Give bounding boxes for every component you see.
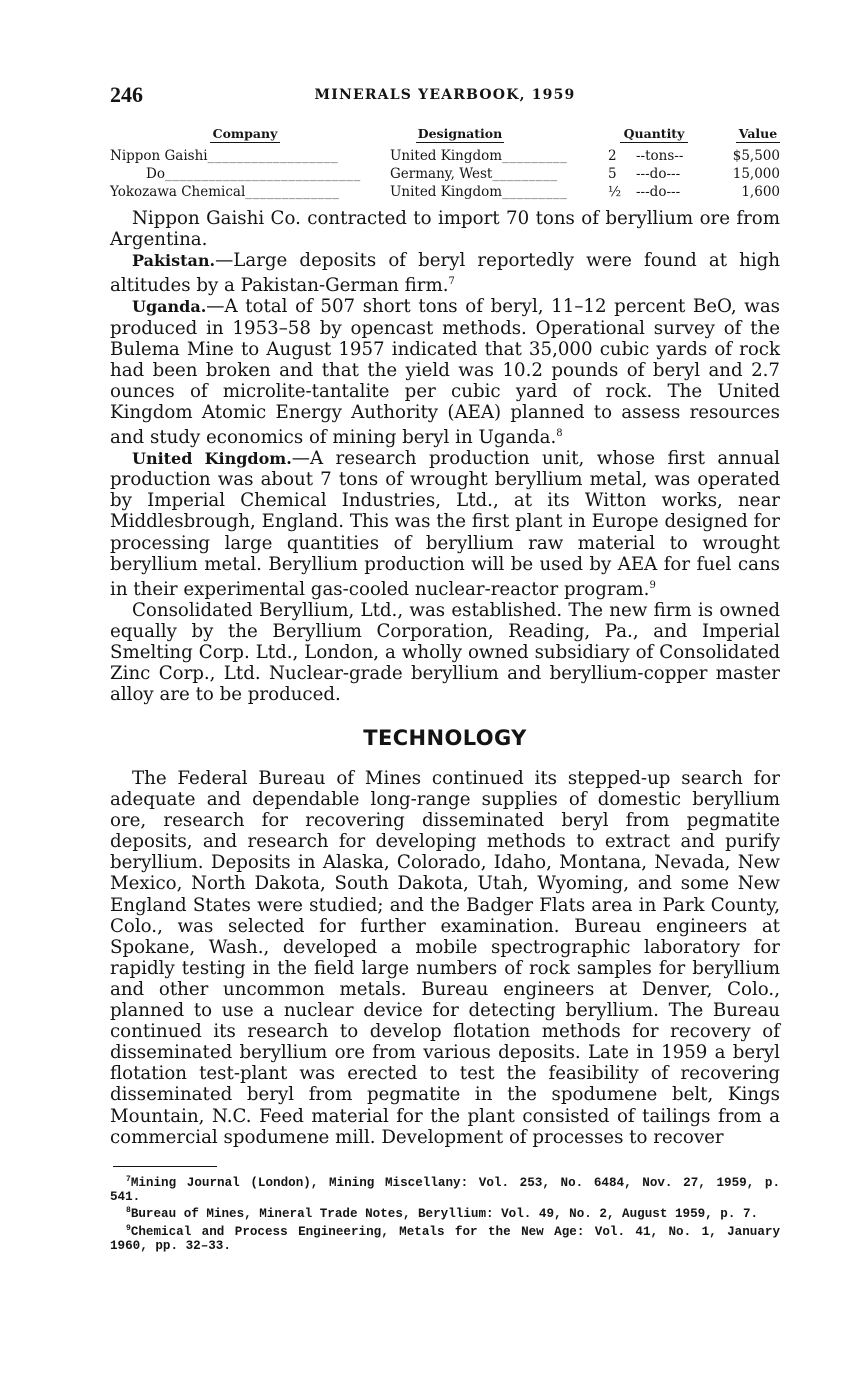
footnote-rule xyxy=(113,1166,217,1167)
column-header-value: Value xyxy=(736,126,780,143)
column-header-quantity: Quantity xyxy=(620,126,688,143)
run-in-heading: Pakistan. xyxy=(132,251,216,271)
value-cell: $5,500 xyxy=(732,148,780,164)
quantity-cell: 5 xyxy=(608,166,617,182)
designation-cell: Germany, West_________ xyxy=(390,166,558,182)
paragraph-text: —A total of 507 short tons of beryl, 11–12 percent BeO, was produced in 1953–58 by opencast methods. Operational survey of the Bulema Mine to August 1957 indicated that 35,000 cubic yards of rock had been broken and that the yield was 10.2 pounds of beryl and 2.7 ounces of microlite-tantalite per cubic yard of rock. The United Kingdom Atomic Energy Authority (AEA) planned to assess resources and study economics of mining beryl in Uganda. xyxy=(110,296,780,449)
running-head: MINERALS YEARBOOK, 1959 xyxy=(314,87,576,103)
paragraph-pakistan xyxy=(110,250,780,296)
table-row xyxy=(110,148,780,165)
footnote-text: Bureau of Mines, Mineral Trade Notes, Beryllium: Vol. 49, No. 2, August 1959, p. 7. xyxy=(130,1207,759,1222)
paragraph-text: —A research production unit, whose first annual production was about 7 tons of wrought beryllium metal, was operated by Imperial Chemical Industries, Ltd., at its Witton works, near Middlesbrough, England. This was the first plant in Europe designed for processing large quantities of beryllium raw material to wrought beryllium metal. Beryllium production will be used by AEA for fuel cans in their experimental gas-cooled nuclear-reactor program. xyxy=(110,448,780,600)
footnote-ref: 9 xyxy=(649,579,656,591)
page-header xyxy=(110,82,780,110)
column-header-designation: Designation xyxy=(417,126,503,141)
column-header-company: Company xyxy=(210,126,280,143)
designation-cell: United Kingdom_________ xyxy=(390,184,568,200)
company-cell: Do___________________________ xyxy=(146,166,361,182)
footnote-ref: 8 xyxy=(556,428,563,439)
unit-cell: ---do--- xyxy=(636,184,681,200)
footnote-text: Mining Journal (London), Mining Miscellany: Vol. 253, No. 6484, Nov. 27, 1959, p. 541. xyxy=(110,1176,780,1204)
body-text-upper xyxy=(110,208,780,705)
value-cell: 15,000 xyxy=(732,166,780,182)
footnote-number: 9 xyxy=(126,1224,131,1234)
quantity-cell: 2 xyxy=(608,148,617,164)
paragraph-uganda xyxy=(110,296,780,448)
quantity-cell: ½ xyxy=(608,184,622,200)
paragraph-text: —Large deposits of beryl reportedly were found at high altitudes by a Pakistan-German firm. xyxy=(110,250,780,297)
unit-cell: ---do--- xyxy=(636,166,681,182)
footnote xyxy=(110,1222,780,1253)
company-cell: Nippon Gaishi__________________ xyxy=(110,148,339,164)
footnote-text: Chemical and Process Engineering, Metals for the New Age: Vol. 41, No. 1, January 1960, pp. 32–33. xyxy=(110,1225,780,1253)
paragraph-united-kingdom xyxy=(110,448,780,600)
footnote-number: 7 xyxy=(126,1175,131,1184)
footnote-number: 8 xyxy=(126,1206,131,1216)
unit-cell: --tons-- xyxy=(636,148,684,164)
page-number: 246 xyxy=(110,82,143,107)
footnotes xyxy=(110,1173,780,1254)
table-row xyxy=(110,166,780,183)
designation-cell: United Kingdom_________ xyxy=(390,148,568,164)
section-heading: TECHNOLOGY xyxy=(363,726,527,750)
paragraph-argentina: Nippon Gaishi Co. contracted to import 70 tons of beryllium ore from Argentina. xyxy=(110,208,780,251)
body-text-lower xyxy=(110,768,780,1148)
paragraph-technology: The Federal Bureau of Mines continued its stepped-up search for adequate and dependable long-range supplies of domestic beryllium ore, research for recovering disseminated beryl from pegmatite deposits, and research for developing methods to extract and purify beryllium. Deposits in Alaska, Colorado, Idaho, Montana, Nevada, New Mexico, North Dakota, South Dakota, Utah, Wyoming, and some New England States were studied; and the Badger Flats area in Park County, Colo., was selected for further examination. Bureau engineers at Spokane, Wash., developed a mobile spectrographic laboratory for rapidly testing in the field large numbers of rock samples for beryllium and other uncommon metals. Bureau engineers at Denver, Colo., planned to use a nuclear device for detecting beryllium. The Bureau continued its research to develop flotation methods for recovery of disseminated beryllium ore from various deposits. Late in 1959 a beryl flotation test-plant was erected to test the feasibility of recovering disseminated beryl from pegmatite in the spodumene belt, Kings Mountain, N.C. Feed material for the plant consisted of tailings from a commercial spodumene mill. Development of processes to recover xyxy=(110,768,780,1148)
run-in-heading: United Kingdom. xyxy=(132,449,292,469)
paragraph-consolidated-beryllium: Consolidated Beryllium, Ltd., was established. The new firm is owned equally by the Beryllium Corporation, Reading, Pa., and Imperial Smelting Corp. Ltd., London, a wholly owned subsidiary of Consolidated Zinc Corp., Ltd. Nuclear-grade beryllium and beryllium-copper master alloy are to be produced. xyxy=(110,599,780,706)
footnote xyxy=(110,1204,780,1222)
footnote-ref: 7 xyxy=(448,276,455,288)
value-cell: 1,600 xyxy=(741,184,780,200)
table-row xyxy=(110,184,780,201)
footnote xyxy=(110,1173,780,1204)
run-in-heading: Uganda. xyxy=(132,297,207,317)
company-cell: Yokozawa Chemical_____________ xyxy=(110,184,340,200)
